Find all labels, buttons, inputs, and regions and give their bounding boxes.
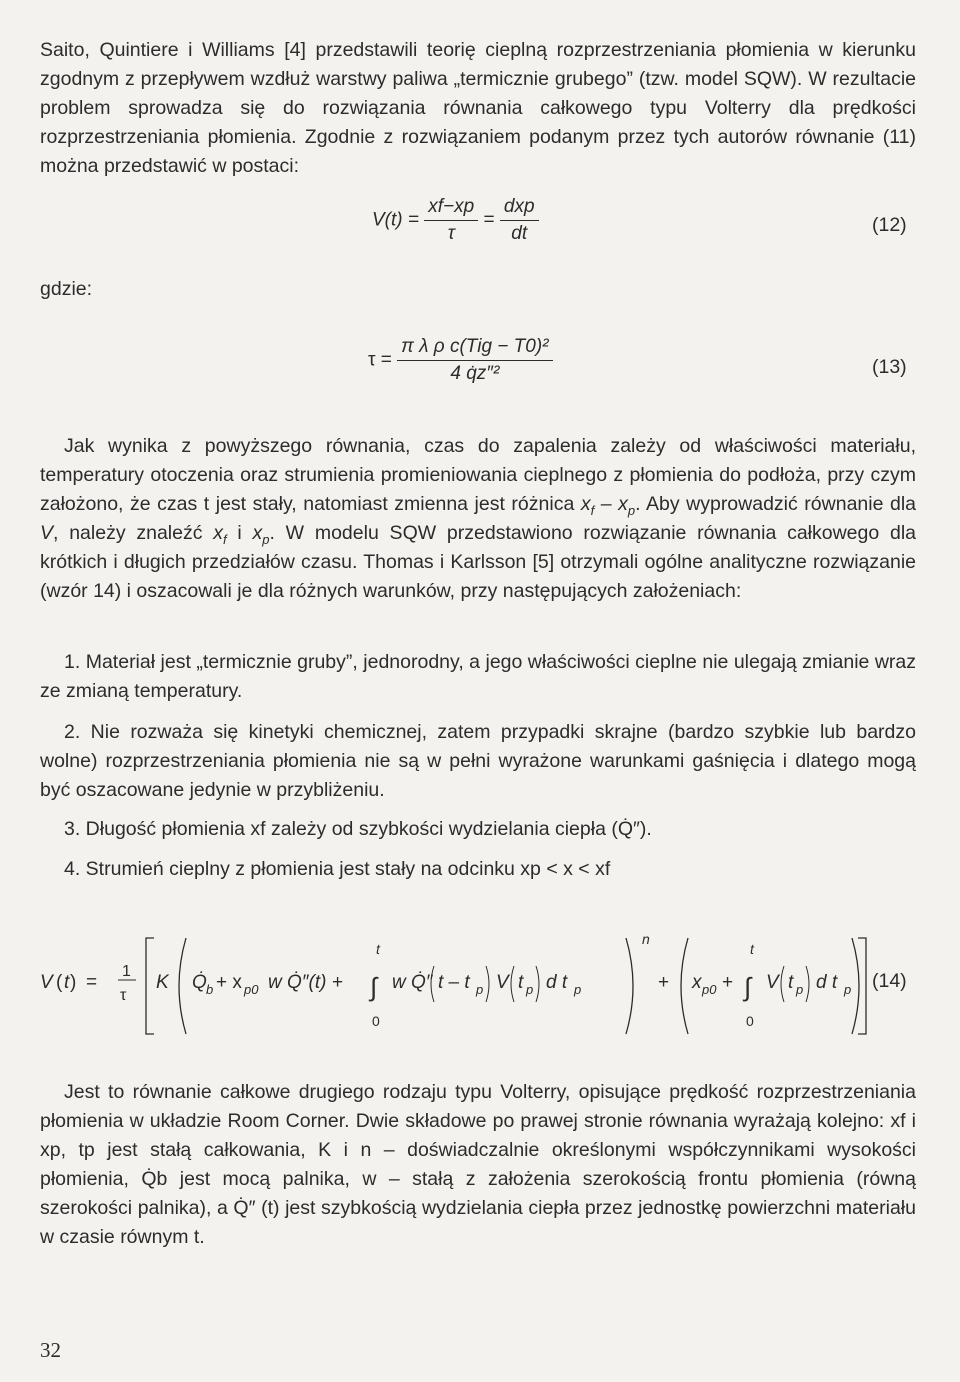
eq12-den2: dt [511, 223, 528, 244]
svg-text:d t: d t [546, 972, 568, 993]
eq13-fraction [397, 336, 552, 385]
svg-text:∫: ∫ [744, 972, 752, 1002]
eq12-num1: xf−xp [424, 196, 478, 221]
eq12-num2: dxp [500, 196, 539, 221]
svg-text:+: + [658, 972, 670, 993]
svg-text:τ: τ [120, 987, 127, 1004]
eq13-num: π λ ρ c(Tig − T0)² [397, 336, 552, 361]
closing-paragraph [40, 1078, 916, 1252]
svg-text:t: t [64, 972, 70, 993]
discussion-text-4: . W modelu SQW przedstawiono rozwiązanie równania całkowego dla krótkich i długich przedziałów czasu. Thomas i Karlsson [5] otrzymali ogólne analityczne rozwiązanie (wzór 14) i oszacowali je dla różnych warunków, przy następujących założeniach: [40, 522, 916, 602]
svg-text:t: t [376, 941, 380, 957]
closing-text: Jest to równanie całkowe drugiego rodzaju typu Volterry, opisujące prędkość rozprzestrzeniania płomienia w układzie Room Corner. Dwie składowe po prawej stronie równania wyrażają kolejno: xf i xp, tp jest stałą całkowania, K i n – doświadczalnie określonymi współczynnikami wysokości płomienia, Q̇b jest mocą palnika, w – stałą z założenia szerokością frontu płomienia (równą szerokości palnika), a Q̇″ (t) jest szybkością wydzielania ciepła przez jednostkę powierzchni materiału w czasie równym t. [40, 1081, 916, 1248]
eq12-lhs: V(t) = [372, 209, 419, 231]
svg-text:x: x [692, 972, 702, 993]
eq13-number: (13) [872, 356, 907, 378]
svg-text:V: V [496, 972, 509, 993]
svg-text:+: + [722, 972, 734, 993]
svg-text:t: t [750, 941, 754, 957]
svg-text:+ x: + x [216, 972, 242, 993]
equation-14 [36, 926, 916, 1046]
svg-text:=: = [86, 972, 98, 993]
svg-text:p0: p0 [244, 982, 259, 997]
eq12-eqsign: = [483, 209, 495, 231]
discussion-text-2: Aby wyprowadzić równanie dla [646, 493, 916, 515]
svg-text:K: K [156, 972, 169, 993]
discussion-paragraph: Jak wynika z powyższego równania, czas do zapalenia zależy od właściwości materiału, temperatury otoczenia oraz strumienia promieniowania cieplnego z płomienia do podłoża, przy czym założono, że czas t jest stały, natomiast zmienna jest różnica $x_f - x_p$. Aby wyprowadzić równanie dla V, należy znaleźć $x_f$ i $x_p$. W modelu SQW przedstawiono rozwiązanie równania całkowego dla krótkich i długich przedziałów czasu. Thomas i Karlsson [5] otrzymali ogólne analityczne rozwiązanie (wzór 14) i oszacowali je dla różnych warunków, przy następujących założeniach: [40, 435, 916, 602]
svg-text:w Q̇″(t) +: w Q̇″(t) + [268, 972, 343, 993]
svg-text:b: b [206, 982, 214, 997]
page-number: 32 [40, 1338, 61, 1362]
list-item: 4. Strumień cieplny z płomienia jest stały na odcinku xp < x < xf [64, 858, 611, 880]
gdzie-label: gdzie: [40, 278, 93, 300]
svg-text:p: p [796, 982, 804, 997]
svg-text:V: V [40, 972, 53, 993]
svg-text:p0: p0 [702, 982, 717, 997]
svg-text:p: p [844, 982, 852, 997]
svg-text:0: 0 [746, 1013, 754, 1029]
svg-text:p: p [574, 982, 582, 997]
svg-text:n: n [642, 931, 650, 947]
intro-paragraph [40, 36, 916, 181]
svg-text:): ) [70, 972, 77, 993]
svg-text:w Q̇″: w Q̇″ [392, 972, 433, 993]
svg-text:V: V [766, 972, 779, 993]
svg-text:(: ( [56, 972, 63, 993]
svg-text:t – t: t – t [438, 972, 470, 993]
svg-text:p: p [526, 982, 534, 997]
svg-text:∫: ∫ [370, 972, 378, 1002]
discussion-text-3: , należy znaleźć [53, 522, 214, 544]
eq12-fraction-2 [500, 196, 539, 245]
list-item: 2. Nie rozważa się kinetyki chemicznej, zatem przypadki skrajne (bardzo szybkie lub bardzo wolne) rozprzestrzeniania płomienia nie są w pełni wyrażone warunkami gaśnięcia i dlatego mogą być oszacowane jedynie w przybliżeniu. [40, 721, 916, 801]
eq14-number: (14) [872, 970, 907, 992]
svg-text:d t: d t [816, 972, 838, 993]
discussion-text-1: Jak wynika z powyższego równania, czas do zapalenia zależy od właściwości materiału, temperatury otoczenia oraz strumienia promieniowania cieplnego z płomienia do podłoża, przy czym założono, że czas t jest stały, natomiast zmienna jest różnica [40, 435, 916, 515]
equation-13 [368, 336, 553, 385]
eq13-lhs: τ = [368, 349, 392, 371]
eq12-den1: τ [447, 223, 455, 244]
eq12-fraction-1 [424, 196, 478, 245]
eq12-number: (12) [872, 214, 907, 236]
equation-12 [372, 196, 539, 245]
list-item: 1. Materiał jest „termicznie gruby”, jednorodny, a jego właściwości cieplne nie ulegają zmianie wraz ze zmianą temperatury. [40, 651, 916, 702]
list-item: 3. Długość płomienia xf zależy od szybkości wydzielania ciepła (Q̇″). [64, 818, 652, 840]
svg-text:t: t [788, 972, 794, 993]
eq13-den: 4 q̇z″² [450, 363, 500, 384]
svg-text:Q̇: Q̇ [192, 972, 207, 993]
svg-text:p: p [476, 982, 484, 997]
svg-text:0: 0 [372, 1013, 380, 1029]
svg-text:t: t [518, 972, 524, 993]
intro-text: Saito, Quintiere i Williams [4] przedstawili teorię cieplną rozprzestrzeniania płomienia w kierunku zgodnym z przepływem wzdłuż warstwy paliwa „termicznie grubego” (tzw. model SQW). W rezultacie problem sprowadza się do rozwiązania równania całkowego typu Volterry dla prędkości rozprzestrzeniania płomienia. Zgodnie z rozwiązaniem podanym przez tych autorów równanie (11) można przedstawić w postaci: [40, 39, 916, 177]
svg-text:1: 1 [122, 963, 131, 980]
